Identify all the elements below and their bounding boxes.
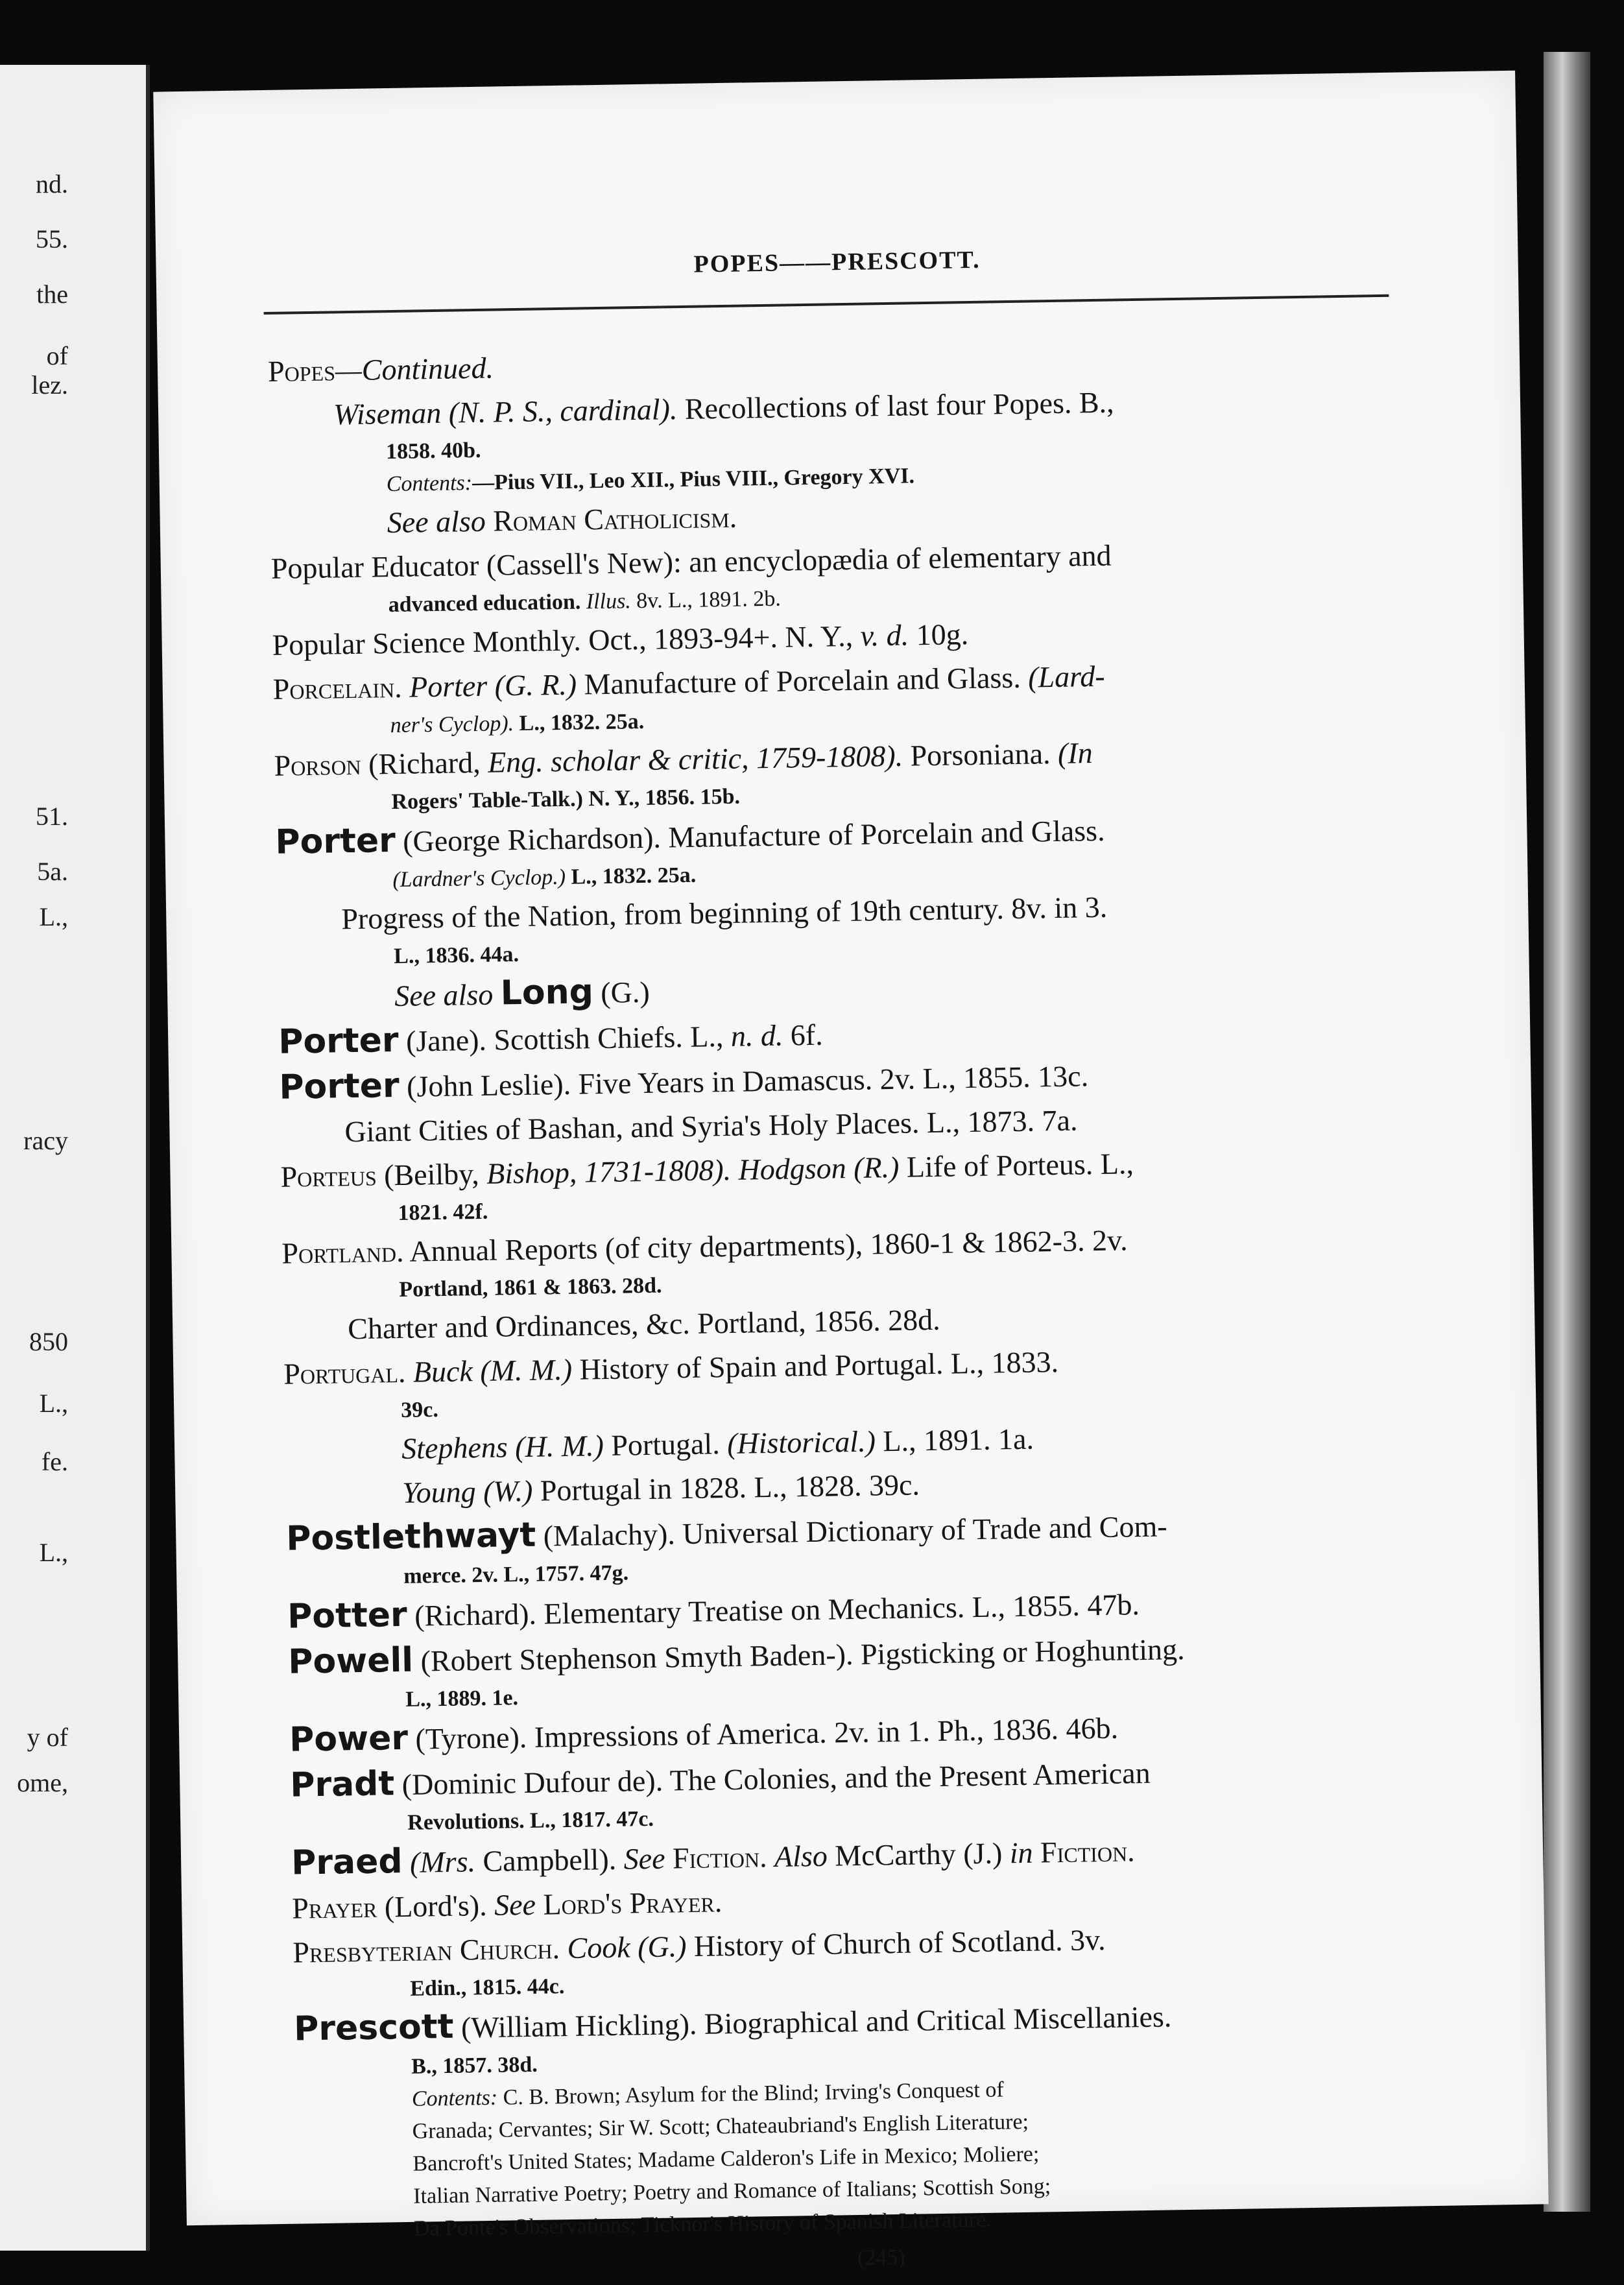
left-fragment: fe. [41, 1447, 68, 1476]
entry-line: B., 1857. 38d. [411, 2052, 538, 2079]
contents-line: Da Ponte's Observations; Ticknor's History of Spanish Literature. [413, 2207, 992, 2241]
entry-line: 1821. 42f. [398, 1199, 488, 1225]
entry-line: Giant Cities of Bashan, and Syria's Holy Places. L., 1873. 7a. [344, 1103, 1078, 1149]
headword: Potter [287, 1595, 408, 1636]
left-fragment: L., [39, 902, 68, 931]
left-fragment: ome, [17, 1768, 68, 1797]
entry-line: Charter and Ordinances, &c. Portland, 1856. 28d. [347, 1302, 940, 1346]
entry-line: Porteus (Beilby, Bishop, 1731-1808). Hodgson (R.) Life of Porteus. L., [280, 1147, 1134, 1193]
entry-line: Powell (Robert Stephenson Smyth Baden-). Pigsticking or Hoghunting. [287, 1633, 1185, 1682]
entry-line: Prayer (Lord's). See Lord's Prayer. [291, 1885, 722, 1925]
left-fragment: 51. [36, 802, 68, 831]
running-head: POPES——PRESCOTT. [693, 246, 981, 278]
book-page-edges [1544, 52, 1590, 2212]
contents-line: Italian Narrative Poetry; Poetry and Romance of Italians; Scottish Song; [413, 2174, 1051, 2208]
entry-line: Edin., 1815. 44c. [409, 1974, 565, 2001]
left-fragment: 5a. [37, 857, 68, 886]
headword: Power [289, 1718, 409, 1760]
left-fragment: 850 [29, 1327, 68, 1356]
entry-line: merce. 2v. L., 1757. 47g. [403, 1561, 629, 1588]
entry-line: L., 1889. 1e. [405, 1686, 519, 1712]
headword: Pradt [289, 1764, 395, 1805]
left-fragment: lez. [31, 370, 68, 400]
entry-line: Popular Science Monthly. Oct., 1893-94+. N. Y., v. d. 10g. [272, 617, 969, 662]
entry-line: advanced education. Illus. 8v. L., 1891. 2b. [388, 586, 782, 617]
entry-line: Postlethwayt (Malachy). Universal Dictionary of Trade and Com- [285, 1509, 1167, 1559]
entry-line: (Lardner's Cyclop.) L., 1832. 25a. [392, 863, 697, 892]
left-fragment: L., [39, 1538, 68, 1567]
entry-line: L., 1836. 44a. [393, 942, 519, 969]
left-fragment: L., [39, 1389, 68, 1418]
left-fragment: 55. [36, 224, 68, 254]
contents-line: Granada; Cervantes; Sir W. Scott; Chateaubriand's English Literature; [412, 2109, 1029, 2144]
entry-line: Power (Tyrone). Impressions of America. 2v. in 1. Ph., 1836. 46b. [289, 1711, 1119, 1760]
entry-line: 39c. [400, 1398, 439, 1422]
entry-line: Stephens (H. M.) Portugal. (Historical.) L., 1891. 1a. [401, 1422, 1034, 1465]
entry-line: Presbyterian Church. Cook (G.) History of Church of Scotland. 3v. [292, 1922, 1106, 1969]
headword: Powell [287, 1640, 414, 1682]
entry-line: Pradt (Dominic Dufour de). The Colonies, and the Present American [289, 1756, 1151, 1805]
headword: Prescott [293, 2007, 454, 2049]
see-also-line: See also Roman Catholicism. [387, 500, 737, 540]
entry-line: Prescott (William Hickling). Biographical and Critical Miscellanies. [293, 2000, 1172, 2049]
header-rule [264, 294, 1389, 315]
entry-line: Porcelain. Porter (G. R.) Manufacture of Porcelain and Glass. (Lard- [272, 659, 1106, 706]
left-fragment: racy [23, 1126, 68, 1155]
entry-line: Porson (Richard, Eng. scholar & critic, 1759-1808). Porsoniana. (In [274, 736, 1093, 782]
contents-line: Bancroft's United States; Madame Calderon's Life in Mexico; Moliere; [412, 2142, 1040, 2176]
contents-line: Contents:—Pius VII., Leo XII., Pius VIII., Gregory XVI. [386, 464, 915, 497]
entry-line: Progress of the Nation, from beginning of 19th century. 8v. in 3. [340, 890, 1108, 936]
see-also-line: See also Long (G.) [394, 972, 651, 1013]
entry-line: Young (W.) Portugal in 1828. L., 1828. 39c. [401, 1468, 920, 1509]
entry-line: Potter (Richard). Elementary Treatise on Mechanics. L., 1855. 47b. [287, 1588, 1140, 1636]
entry-line: Popular Educator (Cassell's New): an encyclopædia of elementary and [270, 538, 1112, 585]
entry-line: Praed (Mrs. Campbell). See Fiction. Also McCarthy (J.) in Fiction. [291, 1834, 1135, 1883]
headword: Praed [291, 1842, 403, 1883]
headword: Porter [278, 1020, 400, 1062]
entry-line: Porter (John Leslie). Five Years in Damascus. 2v. L., 1855. 13c. [278, 1059, 1089, 1107]
book-page [153, 71, 1548, 2271]
entry-line: Portland, 1861 & 1863. 28d. [399, 1273, 662, 1302]
entry-line: Revolutions. L., 1817. 47c. [407, 1806, 654, 1835]
contents-line: Contents: C. B. Brown; Asylum for the Blind; Irving's Conquest of [411, 2077, 1004, 2111]
headword: Porter [278, 1066, 400, 1107]
left-fragment: nd. [36, 169, 68, 198]
left-fragment: of [46, 341, 68, 370]
entry-line: Rogers' Table-Talk.) N. Y., 1856. 15b. [391, 784, 741, 815]
entry-line: 1858. 40b. [385, 438, 481, 464]
entry-line: Wiseman (N. P. S., cardinal). Recollections of last four Popes. B., [333, 385, 1114, 431]
left-fragment: y of [27, 1723, 68, 1752]
entry-line: Portugal. Buck (M. M.) History of Spain and Portugal. L., 1833. [283, 1345, 1059, 1391]
headword: Postlethwayt [285, 1515, 536, 1559]
headword: Porter [275, 820, 396, 862]
entry-line: ner's Cyclop). L., 1832. 25a. [390, 709, 645, 738]
previous-page-edge [0, 65, 150, 2251]
entry-line: Porter (Jane). Scottish Chiefs. L., n. d. 6f. [278, 1018, 824, 1062]
page-number: (245) [857, 2245, 905, 2271]
entry-line: Porter (George Richardson). Manufacture of Porcelain and Glass. [275, 813, 1105, 862]
index-entries [268, 331, 1466, 2284]
entry-line: Portland. Annual Reports (of city departments), 1860-1 & 1862-3. 2v. [281, 1223, 1128, 1270]
entry-line: Popes—Continued. [267, 351, 494, 388]
left-fragment: the [36, 280, 68, 309]
